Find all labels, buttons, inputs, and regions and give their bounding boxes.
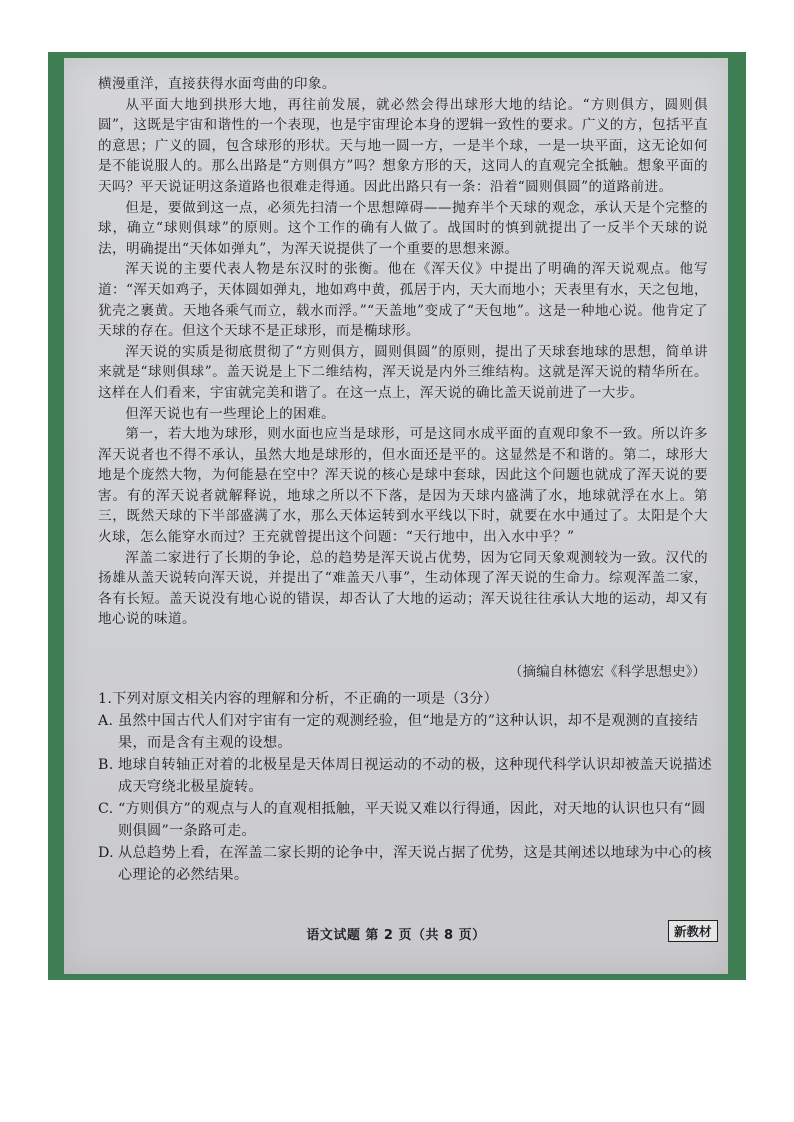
option-label: D.	[98, 845, 114, 861]
option-label: A.	[98, 713, 114, 729]
question-1	[98, 688, 712, 886]
option-d[interactable]	[98, 842, 712, 886]
article-paragraph: 浑天说的实质是彻底贯彻了“方则俱方，圆则俱圆”的原则，提出了天球套地球的思想，简单讲来就是“球则俱球”。盖天说是上下二维结构，浑天说是内外三维结构。这就是浑天说的精华所在。这样在人们看来，宇宙就完美和谐了。在这一点上，浑天说的确比盖天说前进了一大步。	[98, 343, 708, 401]
article-source: （摘编自林德宏《科学思想史》）	[508, 664, 706, 680]
option-c[interactable]	[98, 798, 712, 842]
photo-background	[48, 52, 746, 980]
article-paragraph: 从平面大地到拱形大地，再往前发展，就必然会得出球形大地的结论。“方则俱方，圆则俱圆”，这既是宇宙和谐性的一个表现，也是宇宙理论本身的逻辑一致性的要求。广义的方，包括平直的意思；广义的圆，包含球形的形状。天与地一圆一方，一是半个球，一是一块平面，这无论如何是不能说服人的。那么出路是“方则俱方”吗？想象方形的天，这同人的直观完全抵触。想象平面的天吗？平天说证明这条道路也很难走得通。因此出路只有一条：沿着“圆则俱圆”的道路前进。	[98, 96, 708, 195]
article-paragraph: 但是，要做到这一点，必须先扫清一个思想障碍——抛弃半个天球的观念，承认天是个完整的球，确立“球则俱球”的原则。这个工作的确有人做了。战国时的慎到就提出了一反半个天球的说法，明确提出“天体如弹丸”，为浑天说提供了一个重要的思想来源。	[98, 199, 708, 257]
option-text: “方则俱方”的观点与人的直观相抵触，平天说又难以行得通，因此，对天地的认识也只有“圆则俱圆”一条路可走。	[118, 801, 706, 839]
article-paragraph: 浑天说的主要代表人物是东汉时的张衡。他在《浑天仪》中提出了明确的浑天说观点。他写道：“浑天如鸡子，天体圆如弹丸，地如鸡中黄，孤居于内，天大而地小；天表里有水，天之包地，犹壳之裹黄。天地各乘气而立，载水而浮。”“天盖地”变成了“天包地”。这是一种地心说。他肯定了天球的存在。但这个天球不是正球形，而是椭球形。	[98, 261, 708, 340]
question-stem: 1.下列对原文相关内容的理解和分析，不正确的一项是（3分）	[98, 691, 499, 707]
article-paragraph: 第一，若大地为球形，则水面也应当是球形，可是这同水成平面的直观印象不一致。所以许多浑天说者也不得不承认，虽然大地是球形的，但水面还是平的。这显然是不和谐的。第二，球形大地是个庞然大物，为何能悬在空中？浑天说的核心是球中套球，因此这个问题也就成了浑天说的要害。有的浑天说者就解释说，地球之所以不下落，是因为天球内盛满了水，地球就浮在水上。第三，既然天球的下半部盛满了水，那么天体运转到水平线以下时，就要在水中通过了。太阳是个大火球，怎么能穿水而过？王充就曾提出这个问题：“天行地中，出入水中乎？”	[98, 426, 708, 546]
article-body	[98, 74, 708, 630]
option-a[interactable]	[98, 710, 712, 754]
exam-page	[64, 58, 728, 974]
option-text: 虽然中国古代人们对宇宙有一定的观测经验，但“地是方的”这种认识，却不是观测的直接结果，而是含有主观的设想。	[118, 713, 699, 751]
page-footer: 语文试题 第 2 页（共 8 页）	[306, 928, 486, 943]
article-paragraph: 横漫重洋，直接获得水面弯曲的印象。	[98, 76, 336, 92]
option-label: C.	[98, 801, 114, 817]
option-text: 地球自转轴正对着的北极星是天体周日视运动的不动的极，这种现代科学认识却被盖天说描述成天穹绕北极星旋转。	[118, 757, 712, 795]
option-b[interactable]	[98, 754, 712, 798]
article-paragraph: 浑盖二家进行了长期的争论，总的趋势是浑天说占优势，因为它同天象观测较为一致。汉代的扬雄从盖天说转向浑天说，并提出了“难盖天八事”，生动体现了浑天说的生命力。综观浑盖二家，各有长短。盖天说没有地心说的错误，却否认了大地的运动；浑天说往往承认大地的运动，却又有地心说的味道。	[98, 549, 708, 628]
option-label: B.	[98, 757, 114, 773]
new-textbook-badge: 新教材	[668, 920, 718, 942]
article-paragraph: 但浑天说也有一些理论上的困难。	[125, 405, 336, 422]
option-text: 从总趋势上看，在浑盖二家长期的论争中，浑天说占据了优势，这是其阐述以地球为中心的核心理论的必然结果。	[118, 845, 712, 883]
